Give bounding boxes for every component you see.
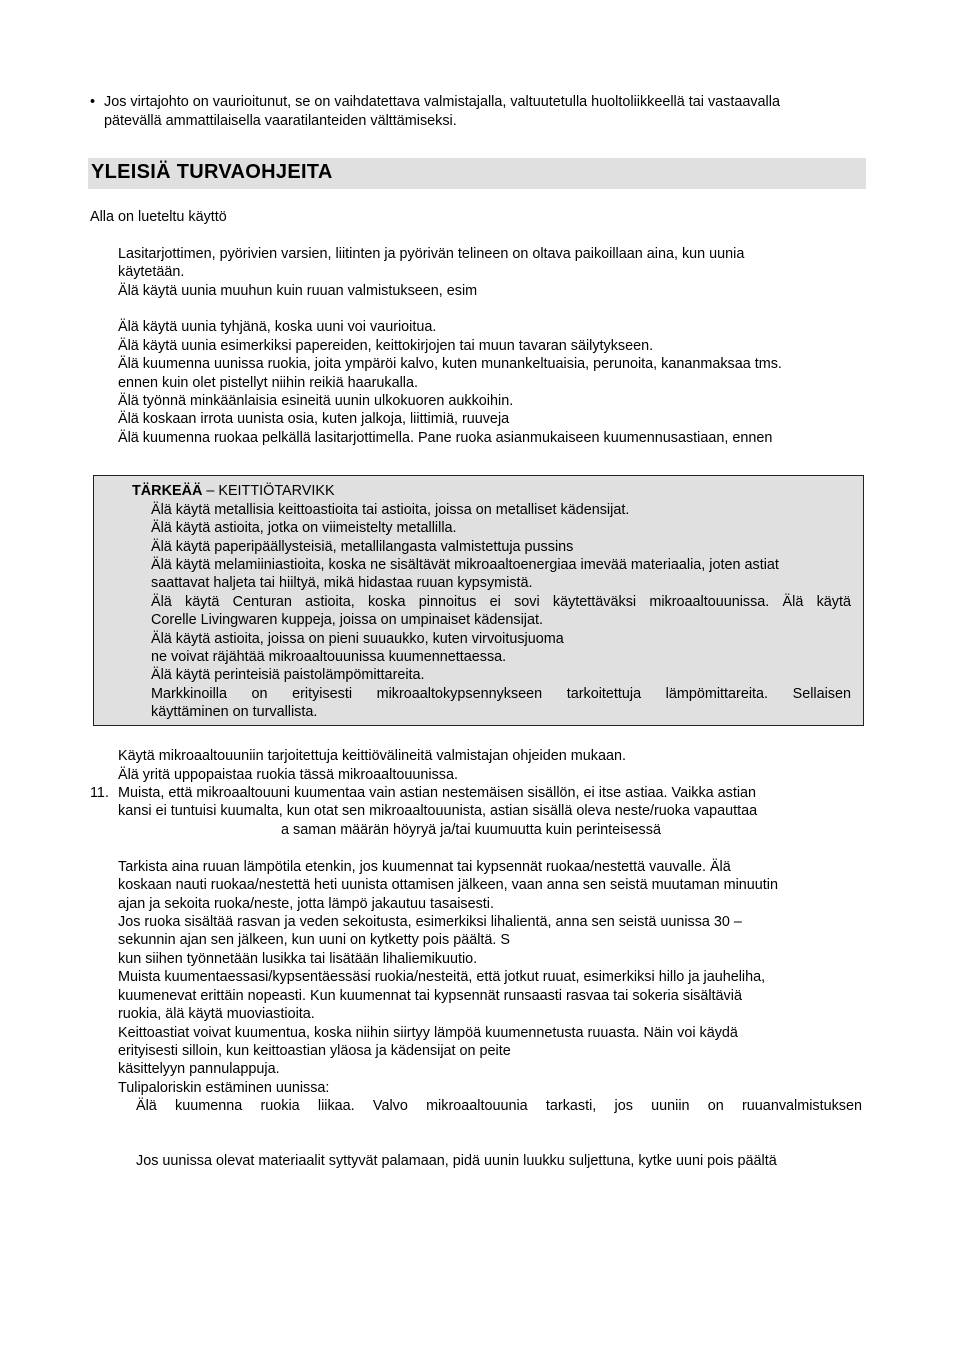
instruction-line: Älä käytä uunia tyhjänä, koska uuni voi vaurioitua. [118, 319, 437, 335]
instruction-line: Tulipaloriskin estäminen uunissa: [118, 1080, 330, 1096]
item-11-line: a saman määrän höyryä ja/tai kuumuutta kuin perinteisessä [281, 822, 661, 838]
instruction-line: erityisesti silloin, kun keittoastian yläosa ja kädensijat on peite [118, 1043, 511, 1059]
warning-line-1: Jos virtajohto on vaurioitunut, se on vaihdatettava valmistajalla, valtuutetulla huoltoliikkeellä tai vastaavalla [104, 94, 780, 110]
instruction-line: Älä käytä uunia muuhun kuin ruuan valmistukseen, esim [118, 283, 478, 299]
warning-line-2: pätevällä ammattilaisella vaaratilanteiden välttämiseksi. [104, 113, 457, 129]
instruction-line: koskaan nauti ruokaa/nestettä heti uunista ottamisen jälkeen, vaan anna sen seistä muutaman minuutin [118, 877, 778, 893]
important-line: Markkinoilla on erityisesti mikroaaltokypsennykseen tarkoitettuja lämpömittareita. Sellaisen [151, 686, 851, 702]
important-line: Älä käytä metallisia keittoastioita tai astioita, joissa on metalliset kädensijat. [151, 502, 630, 518]
instruction-line: ruokia, älä käytä muoviastioita. [118, 1006, 315, 1022]
item-11-line: Muista, että mikroaaltouuni kuumentaa vain astian nestemäisen sisällön, ei itse astiaa. Vaikka astian [118, 785, 757, 801]
section-heading-bar [88, 158, 866, 189]
instruction-line: Tarkista aina ruuan lämpötila etenkin, jos kuumennat tai kypsennät ruokaa/nestettä vauvalle. Älä [118, 859, 731, 875]
instruction-line: käsittelyyn pannulappuja. [118, 1061, 280, 1077]
important-line: ne voivat räjähtää mikroaaltouunissa kuumennettaessa. [151, 649, 507, 665]
important-box [93, 475, 864, 726]
section-heading: YLEISIÄ TURVAOHJEITA [91, 161, 333, 183]
important-title-rest: – KEITTIÖTARVIKK [202, 483, 335, 499]
instruction-line: Lasitarjottimen, pyörivien varsien, liitinten ja pyörivän telineen on oltava paikoillaan aina, kun uunia [118, 246, 745, 262]
instruction-line: Keittoastiat voivat kuumentua, koska niihin siirtyy lämpöä kuumennetusta ruuasta. Näin voi käydä [118, 1025, 738, 1041]
important-title-bold: TÄRKEÄÄ [132, 483, 203, 499]
important-title [132, 482, 335, 500]
important-line: Älä käytä astioita, jotka on viimeistelty metallilla. [151, 520, 457, 536]
instruction-line: Muista kuumentaessasi/kypsentäessäsi ruokia/nesteitä, että jotkut ruuat, esimerkiksi hillo ja jauheliha, [118, 969, 766, 985]
instruction-line: Jos ruoka sisältää rasvan ja veden sekoitusta, esimerkiksi lihalientä, anna sen seistä uunissa 30 – [118, 914, 742, 930]
instruction-line: ennen kuin olet pistellyt niihin reikiä haarukalla. [118, 375, 418, 391]
important-line: Älä käytä Centuran astioita, koska pinnoitus ei sovi käytettäväksi mikroaaltouunissa. Älä käytä [151, 594, 851, 610]
important-line: saattavat haljeta tai hiiltyä, mikä hidastaa ruuan kypsymistä. [151, 575, 533, 591]
fire-prevention-line: Jos uunissa olevat materiaalit syttyvät palamaan, pidä uunin luukku suljettuna, kytke uuni pois päältä [136, 1153, 777, 1169]
important-line: käyttäminen on turvallista. [151, 704, 318, 720]
instruction-line: käytetään. [118, 264, 185, 280]
important-line: Älä käytä astioita, joissa on pieni suuaukko, kuten virvoitusjuoma [151, 631, 564, 647]
instruction-line: Älä kuumenna uunissa ruokia, joita ympäröi kalvo, kuten munankeltuaisia, perunoita, kananmaksaa tms. [118, 356, 782, 372]
instruction-line: sekunnin ajan sen jälkeen, kun uuni on kytketty pois päältä. S [118, 932, 510, 948]
fire-prevention-line: Älä kuumenna ruokia liikaa. Valvo mikroaaltouunia tarkasti, jos uuniin on ruuanvalmistuksen [136, 1098, 862, 1114]
instruction-line: Älä työnnä minkäänlaisia esineitä uunin ulkokuoren aukkoihin. [118, 393, 514, 409]
instruction-line: ajan ja sekoita ruoka/neste, jotta lämpö jakautuu tasaisesti. [118, 896, 494, 912]
instruction-line: kun siihen työnnetään lusikka tai lisätään lihaliemikuutio. [118, 951, 478, 967]
intro-text: Alla on lueteltu käyttö [90, 209, 227, 225]
instruction-line: kuumenevat erittäin nopeasti. Kun kuumennat tai kypsennät runsaasti rasvaa tai sokeria sisältäviä [118, 988, 742, 1004]
important-line: Älä käytä melamiiniastioita, koska ne sisältävät mikroaaltoenergiaa imevää materiaalia, joten astiat [151, 557, 779, 573]
important-line: Älä käytä perinteisiä paistolämpömittareita. [151, 667, 425, 683]
important-line: Corelle Livingwaren kuppeja, joissa on umpinaiset kädensijat. [151, 612, 543, 628]
bullet-icon: • [90, 94, 96, 110]
instruction-line: Älä koskaan irrota uunista osia, kuten jalkoja, liittimiä, ruuveja [118, 411, 510, 427]
instruction-line: Älä yritä uppopaistaa ruokia tässä mikroaaltouunissa. [118, 767, 458, 783]
instruction-line: Älä käytä uunia esimerkiksi papereiden, keittokirjojen tai muun tavaran säilytykseen. [118, 338, 654, 354]
important-line: Älä käytä paperipäällysteisiä, metallilangasta valmistettuja pussins [151, 539, 574, 555]
instruction-line: Käytä mikroaaltouuniin tarjoitettuja keittiövälineitä valmistajan ohjeiden mukaan. [118, 748, 626, 764]
instruction-line: Älä kuumenna ruokaa pelkällä lasitarjottimella. Pane ruoka asianmukaiseen kuumennusastiaan, ennen [118, 430, 773, 446]
item-11-number: 11. [90, 785, 109, 801]
item-11-line: kansi ei tuntuisi kuumalta, kun otat sen mikroaaltouunista, astian sisällä oleva neste/ruoka vapauttaa [118, 803, 758, 819]
